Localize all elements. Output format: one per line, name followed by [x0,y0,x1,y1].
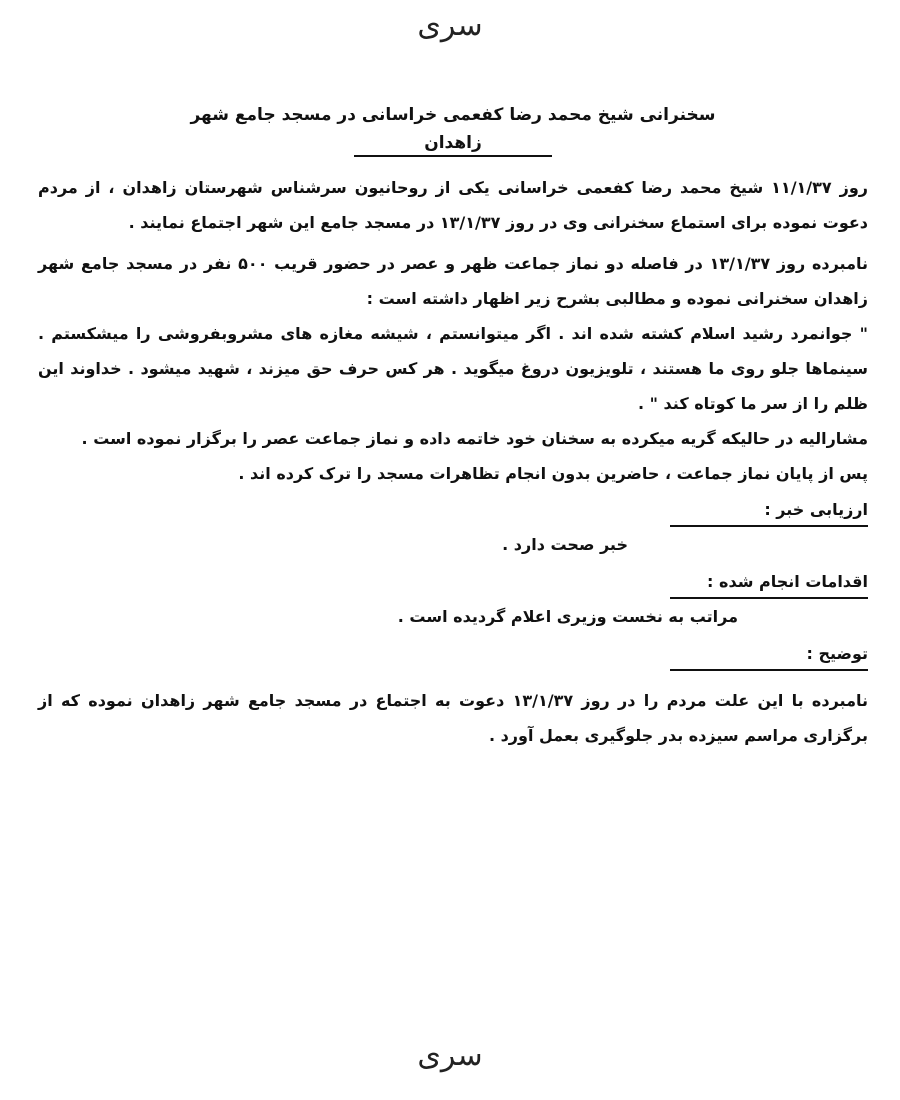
document-title: سخنرانی شیخ محمد رضا کفعمی خراسانی در مسجد جامع شهر [190,105,716,125]
section-heading-explanation: توضیح : [38,639,868,671]
paragraph-invitation: روز ۱۱/۱/۳۷ شیخ محمد رضا کفعمی خراسانی یکی از روحانیون سرشناس شهرستان زاهدان ، از مردم دعوت نموده برای استماع سخنرانی وی در روز ۱۳/۱/۳۷ در مسجد جامع این شهر اجتماع نمایند . [38,178,869,232]
section-heading-actions: اقدامات انجام شده : [38,567,868,599]
section-body-actions: مراتب به نخست وزیری اعلام گردیده است . [397,607,738,626]
section-explanation [38,639,868,753]
section-body-explanation: نامبرده با این علت مردم را در روز ۱۳/۱/۳۷ دعوت به اجتماع در مسجد جامع شهر زاهدان نموده که از برگزاری مراسم سیزده بدر جلوگیری بعمل آورد . [38,691,868,745]
document-body [38,100,868,753]
section-news-assessment [38,495,868,563]
section-heading-assessment: ارزیابی خبر : [38,495,868,527]
paragraph-speech-quote: " جوانمرد رشید اسلام کشته شده اند . اگر میتوانستم ، شیشه مغازه های مشروبفروشی را میشکستم . سینماها جلو روی ما هستند ، تلویزیون دروغ میگوید . هر کس حرف حق میزند ، شهید میشود . خداوند این ظلم را از سر ما کوتاه کند " . [38,324,868,413]
section-body-assessment: خبر صحت دارد . [502,535,628,554]
paragraph-speech-ending: مشارالیه در حالیکه گریه میکرده به سخنان خود خاتمه داده و نماز جماعت عصر را برگزار نموده است . [81,429,868,448]
section-actions-taken [38,567,868,635]
document-subtitle-text: زاهدان [354,133,552,157]
classification-mark-top: سری [417,8,483,43]
paragraph-speech-context: نامبرده روز ۱۳/۱/۳۷ در فاصله دو نماز جماعت ظهر و عصر در حضور قریب ۵۰۰ نفر در مسجد جامع شهر زاهدان سخنرانی نموده و مطالبی بشرح زیر اظهار داشته است : [38,254,869,308]
classification-mark-bottom: سری [417,1038,483,1073]
document-subtitle [38,130,868,156]
paragraph-dispersal: پس از پایان نماز جماعت ، حاضرین بدون انجام تظاهرات مسجد را ترک کرده اند . [238,464,868,483]
